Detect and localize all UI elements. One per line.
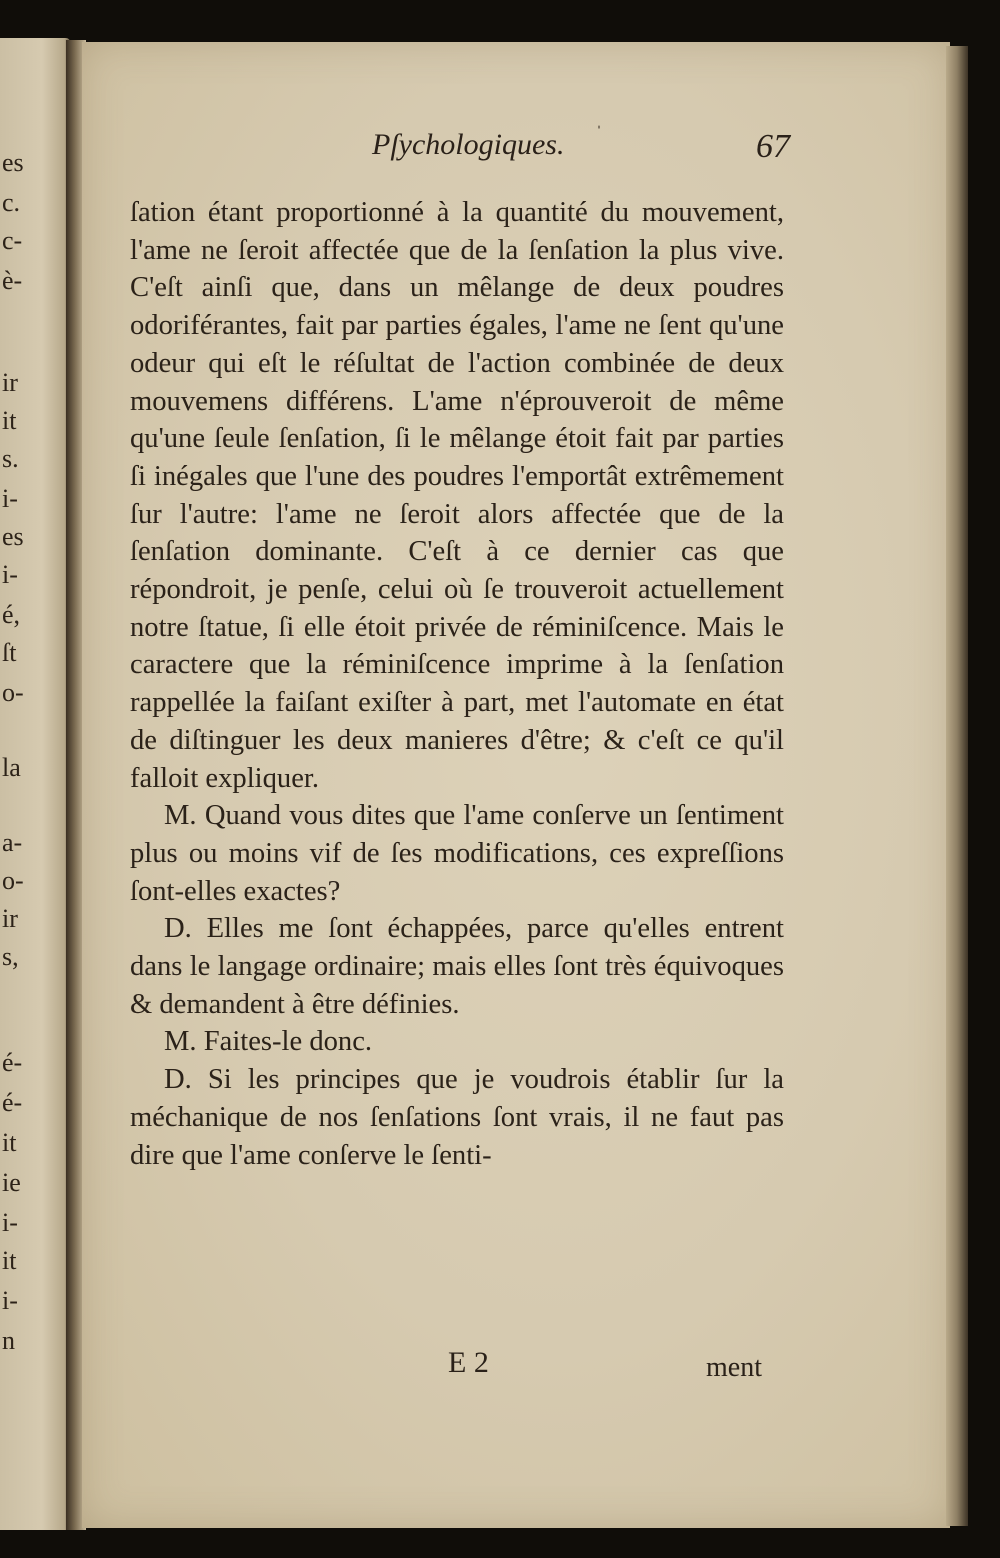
left-page-fragment: es [2, 148, 24, 177]
catchword: ment [706, 1352, 762, 1383]
left-page-fragment: ie [2, 1168, 21, 1197]
left-page-fragment: è- [2, 266, 23, 295]
page-number: 67 [756, 128, 790, 165]
left-page-fragment: ſt [2, 638, 17, 667]
left-page-fragment: é, [2, 600, 21, 629]
left-page-fragment: es [2, 522, 24, 551]
left-page-fragment: é- [2, 1048, 23, 1077]
left-page-fragment: é- [2, 1088, 23, 1117]
page-edge [946, 46, 968, 1526]
left-page-fragment: la [2, 753, 21, 782]
paragraph-4: M. Faites-le donc. [164, 1026, 373, 1058]
left-page-text-fragments [0, 38, 70, 1530]
left-page-fragment: o- [2, 866, 24, 895]
left-page-fragment: s. [2, 444, 19, 473]
left-page-fragment: c. [2, 188, 21, 217]
paragraph-3: D. Elles me ſont échappées, parce qu'elles entrent dans le langage ordinaire; mais elles ſont très équivoques & demandent à être définies. [130, 913, 784, 1020]
paragraph-2: M. Quand vous dites que l'ame conſerve un ſentiment plus ou moins vif de ſes modifications, ces expreſſions ſont-elles exactes? [130, 800, 784, 907]
head-mark: ˈ [596, 122, 602, 142]
left-page-fragment: it [2, 1128, 17, 1157]
left-page-fragment: i- [2, 1286, 18, 1315]
left-page-fragment: o- [2, 678, 24, 707]
left-page-fragment: s, [2, 942, 19, 971]
paragraph-5: D. Si les principes que je voudrois établir ſur la méchanique de nos ſenſations ſont vrais, il ne faut pas dire que l'ame conſerve le ſenti- [130, 1064, 784, 1171]
left-page-fragment: i- [2, 1208, 18, 1237]
left-page-fragment: ir [2, 904, 18, 933]
body-text [130, 194, 784, 1174]
paragraph-1: ſation étant proportionné à la quantité du mouvement, l'ame ne ſeroit affectée que de la ſenſation la plus vive. C'eſt ainſi que, dans un mêlange de deux poudres odoriférantes, fait par parties égales, l'ame ne ſent qu'une odeur qui eſt le réſultat de l'action combinée de deux mouvemens différens. L'ame n'éprouveroit de même qu'une ſeule ſenſation, ſi le mêlange étoit fait par parties ſi inégales que l'une des poudres l'emportât extrêmement ſur l'autre: l'ame ne ſeroit alors affectée que de la ſenſation dominante. C'eſt à ce dernier cas que répondroit, je penſe, celui où ſe trouveroit actuellement notre ſtatue, ſi elle étoit privée de réminiſcence. Mais le caractere que la réminiſcence imprime à la ſenſation rappellée la faiſant exiſter à part, met l'automate en état de diſtinguer les deux manieres d'être; & c'eſt ce qu'il falloit expliquer. [130, 197, 784, 794]
left-page-fragment: it [2, 406, 17, 435]
left-facing-page [0, 38, 70, 1530]
left-page-fragment: c- [2, 226, 23, 255]
left-page-fragment: a- [2, 828, 23, 857]
running-head: Pſychologiques. [372, 128, 565, 161]
left-page-fragment: i- [2, 560, 18, 589]
left-page-fragment: i- [2, 484, 18, 513]
left-page-fragment: ir [2, 368, 18, 397]
signature-mark: E 2 [448, 1346, 489, 1379]
left-page-fragment: n [2, 1326, 15, 1355]
left-page-fragment: it [2, 1246, 17, 1275]
